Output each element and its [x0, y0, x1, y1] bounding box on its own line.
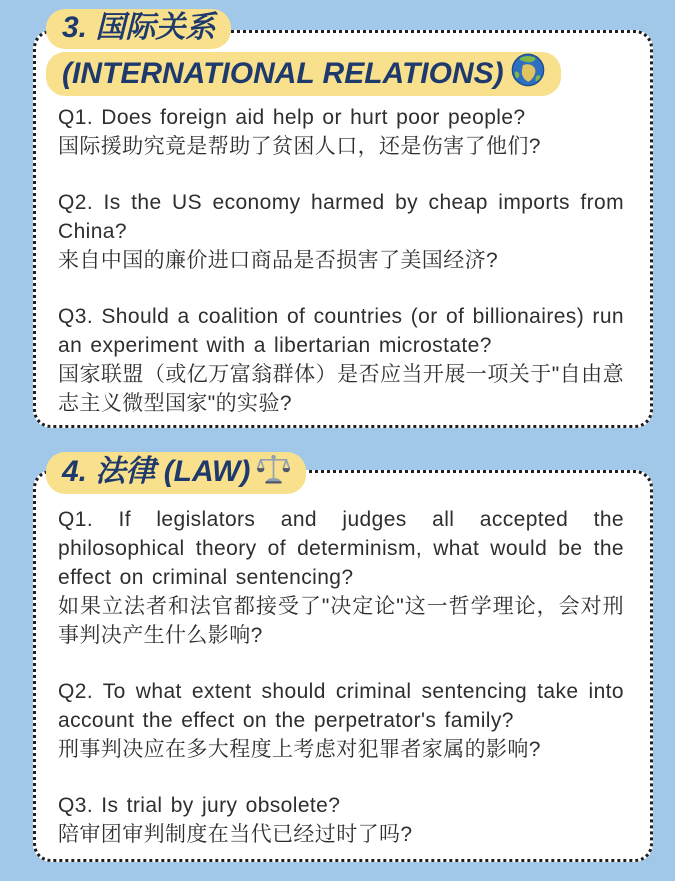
- section-number-and-name: 4. 法律 (LAW): [62, 455, 251, 488]
- scales-icon: [257, 453, 290, 485]
- section-number-and-name-zh: 3. 国际关系: [62, 11, 216, 44]
- question-item: [58, 302, 624, 418]
- question-list: [36, 505, 650, 849]
- question-item: [58, 791, 624, 849]
- title-line-1: [46, 452, 306, 494]
- question-list: [36, 103, 650, 418]
- question-en-text: Q1. If legislators and judges all accepted the philosophical theory of determinism, what would be the effect on criminal sentencing?: [58, 508, 624, 589]
- title-highlight: [46, 452, 306, 494]
- question-zh-text: 陪审团审判制度在当代已经过时了吗?: [58, 823, 413, 846]
- title-line-1: [46, 9, 561, 49]
- title-highlight: [46, 52, 561, 96]
- section-name-en: (INTERNATIONAL RELATIONS): [62, 57, 504, 90]
- question-zh-text: 如果立法者和法官都接受了"决定论"这一哲学理论，会对刑事判决产生什么影响?: [58, 595, 624, 647]
- card-law: [33, 455, 653, 862]
- question-zh-text: 国际援助究竟是帮助了贫困人口，还是伤害了他们?: [58, 135, 541, 158]
- question-en-text: Q1. Does foreign aid help or hurt poor people?: [58, 106, 526, 129]
- title-line-2: [46, 52, 561, 96]
- question-en-text: Q3. Should a coalition of countries (or of billionaires) run an experiment with a libertarian microstate?: [58, 305, 624, 357]
- question-zh-text: 刑事判决应在多大程度上考虑对犯罪者家属的影响?: [58, 738, 541, 761]
- question-en-text: Q2. Is the US economy harmed by cheap imports from China?: [58, 191, 624, 243]
- question-zh-text: 来自中国的廉价进口商品是否损害了美国经济?: [58, 249, 499, 272]
- question-en-text: Q3. Is trial by jury obsolete?: [58, 794, 341, 817]
- globe-icon: [511, 53, 545, 87]
- card-international-relations: [33, 11, 653, 428]
- question-zh-text: 国家联盟（或亿万富翁群体）是否应当开展一项关于"自由意志主义微型国家"的实验?: [58, 363, 624, 415]
- question-en-text: Q2. To what extent should criminal sentencing take into account the effect on the perpetrator's family?: [58, 680, 624, 732]
- question-item: [58, 103, 624, 161]
- question-item: [58, 188, 624, 275]
- title-highlight: [46, 9, 231, 49]
- question-item: [58, 677, 624, 764]
- question-item: [58, 505, 624, 650]
- section-title-international-relations: [46, 9, 561, 96]
- section-title-law: [46, 452, 306, 494]
